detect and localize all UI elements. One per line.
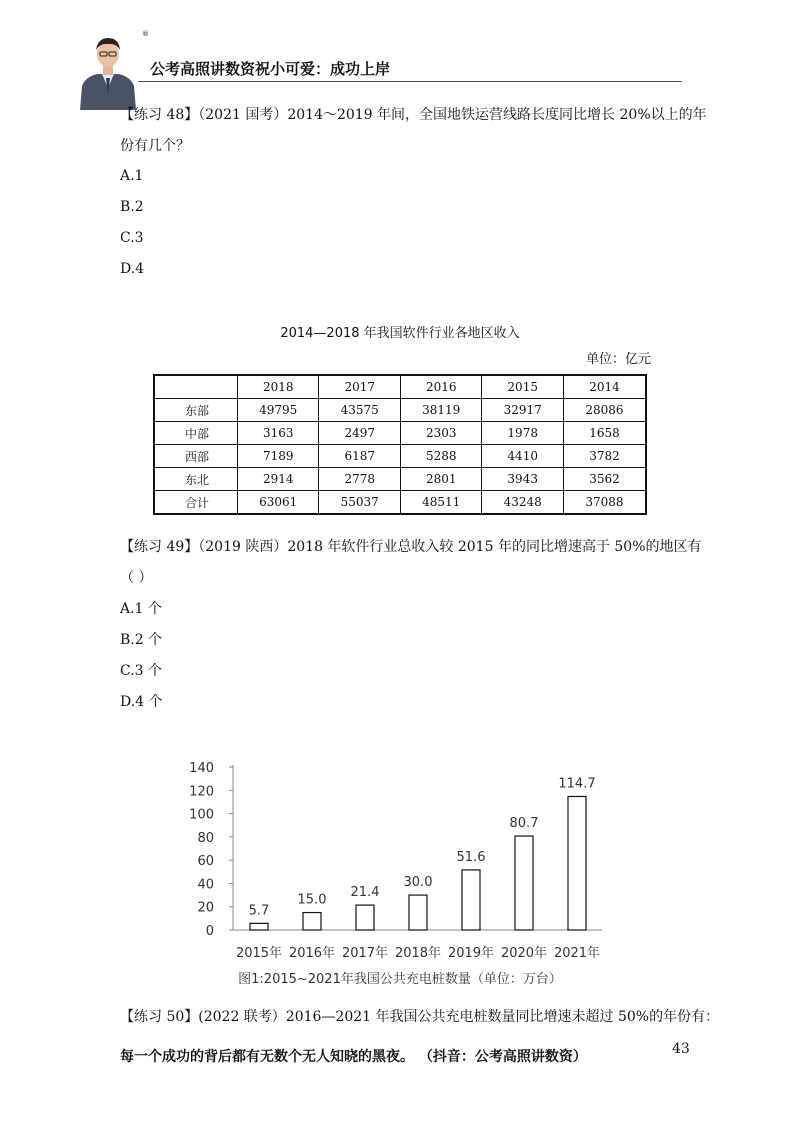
x-tick-label: 2015年 <box>235 946 283 961</box>
table-header-cell: 2014 <box>563 375 646 399</box>
x-tick-label: 2016年 <box>288 946 336 961</box>
q48-stem-line1: 【练习 48】（2021 国考）2014～2019 年间，全国地铁运营线路长度同比增长 20%以上的年 <box>120 107 707 123</box>
q48-option-a: A.1 <box>120 168 144 184</box>
bar-value-label: 114.7 <box>558 776 596 792</box>
table-cell: 2303 <box>400 422 481 445</box>
q48-stem-line2: 份有几个？ <box>120 138 190 154</box>
y-tick-label: 100 <box>189 807 214 823</box>
q48-option-d: D.4 <box>120 261 145 277</box>
bar <box>409 895 427 930</box>
table-cell: 43248 <box>482 491 563 515</box>
table-cell: 4410 <box>482 445 563 468</box>
table-cell: 1658 <box>563 422 646 445</box>
bar-value-label: 51.6 <box>456 849 486 865</box>
table-cell: 43575 <box>319 399 400 422</box>
q49-stem-line1: 【练习 49】（2019 陕西）2018 年软件行业总收入较 2015 年的同比增速高于 50%的地区有 <box>120 539 702 555</box>
table-cell: 38119 <box>400 399 481 422</box>
table-header-cell: 2017 <box>319 375 400 399</box>
table-row-label: 东部 <box>154 399 238 422</box>
q49-stem-line2: （ ） <box>120 570 153 586</box>
bar-value-label: 30.0 <box>403 875 433 891</box>
y-tick-label: 40 <box>197 877 214 893</box>
table-cell: 28086 <box>563 399 646 422</box>
table-cell: 6187 <box>319 445 400 468</box>
table-cell: 3163 <box>238 422 319 445</box>
x-tick-label: 2018年 <box>394 946 442 961</box>
q48-option-c: C.3 <box>120 230 144 246</box>
registered-mark: ® <box>142 30 149 38</box>
q49-option-d: D.4 个 <box>120 694 163 710</box>
y-tick-label: 140 <box>189 761 214 776</box>
table-row-label: 西部 <box>154 445 238 468</box>
bar <box>568 796 586 930</box>
footer-motto: 每一个成功的背后都有无数个无人知晓的黑夜。 （抖音：公考高照讲数资） <box>120 1049 587 1065</box>
chart-title: 图1:2015~2021年我国公共充电桩数量（单位：万台） <box>238 972 562 987</box>
table-cell: 3943 <box>482 468 563 491</box>
table-header-cell: 2018 <box>238 375 319 399</box>
q48-option-b: B.2 <box>120 199 144 215</box>
table-cell: 5288 <box>400 445 481 468</box>
page-number: 43 <box>672 1041 690 1057</box>
table-cell: 3562 <box>563 468 646 491</box>
table-row-label: 东北 <box>154 468 238 491</box>
bar <box>462 870 480 930</box>
y-tick-label: 20 <box>197 900 214 916</box>
bar-value-label: 5.7 <box>248 903 270 919</box>
y-tick-label: 120 <box>189 784 214 800</box>
q49-option-b: B.2 个 <box>120 632 163 648</box>
x-tick-label: 2021年 <box>553 946 601 961</box>
bar <box>303 913 321 930</box>
q49-option-c: C.3 个 <box>120 663 163 679</box>
bar-value-label: 21.4 <box>350 885 380 901</box>
bar <box>515 836 533 930</box>
table-unit: 单位：亿元 <box>586 352 652 367</box>
x-tick-label: 2020年 <box>500 946 548 961</box>
table-header-cell: 2015 <box>482 375 563 399</box>
table-cell: 2497 <box>319 422 400 445</box>
table-cell: 2778 <box>319 468 400 491</box>
table-cell: 7189 <box>238 445 319 468</box>
bar-value-label: 80.7 <box>509 816 539 832</box>
table-cell: 2914 <box>238 468 319 491</box>
table-cell: 37088 <box>563 491 646 515</box>
x-tick-label: 2017年 <box>341 946 389 961</box>
table-header-cell: 2016 <box>400 375 481 399</box>
table-row-label: 合计 <box>154 491 238 515</box>
table-cell: 1978 <box>482 422 563 445</box>
table-cell: 3782 <box>563 445 646 468</box>
table-cell: 2801 <box>400 468 481 491</box>
x-tick-label: 2019年 <box>447 946 495 961</box>
table-cell: 55037 <box>319 491 400 515</box>
table-cell: 63061 <box>238 491 319 515</box>
q50-stem: 【练习 50】(2022 联考）2016—2021 年我国公共充电桩数量同比增速未超过 50%的年份有： <box>120 1009 720 1025</box>
q49-option-a: A.1 个 <box>120 601 162 617</box>
bar <box>250 923 268 930</box>
table-row-label: 中部 <box>154 422 238 445</box>
bar-value-label: 15.0 <box>297 892 327 908</box>
table-cell: 49795 <box>238 399 319 422</box>
table-caption: 2014—2018 年我国软件行业各地区收入 <box>280 326 520 341</box>
header-title: 公考高照讲数资祝小可爱：成功上岸 <box>150 60 391 78</box>
table-cell: 32917 <box>482 399 563 422</box>
table-cell: 48511 <box>400 491 481 515</box>
y-tick-label: 60 <box>197 854 214 870</box>
y-tick-label: 80 <box>197 830 214 846</box>
y-tick-label: 0 <box>205 924 214 939</box>
bar <box>356 905 374 930</box>
